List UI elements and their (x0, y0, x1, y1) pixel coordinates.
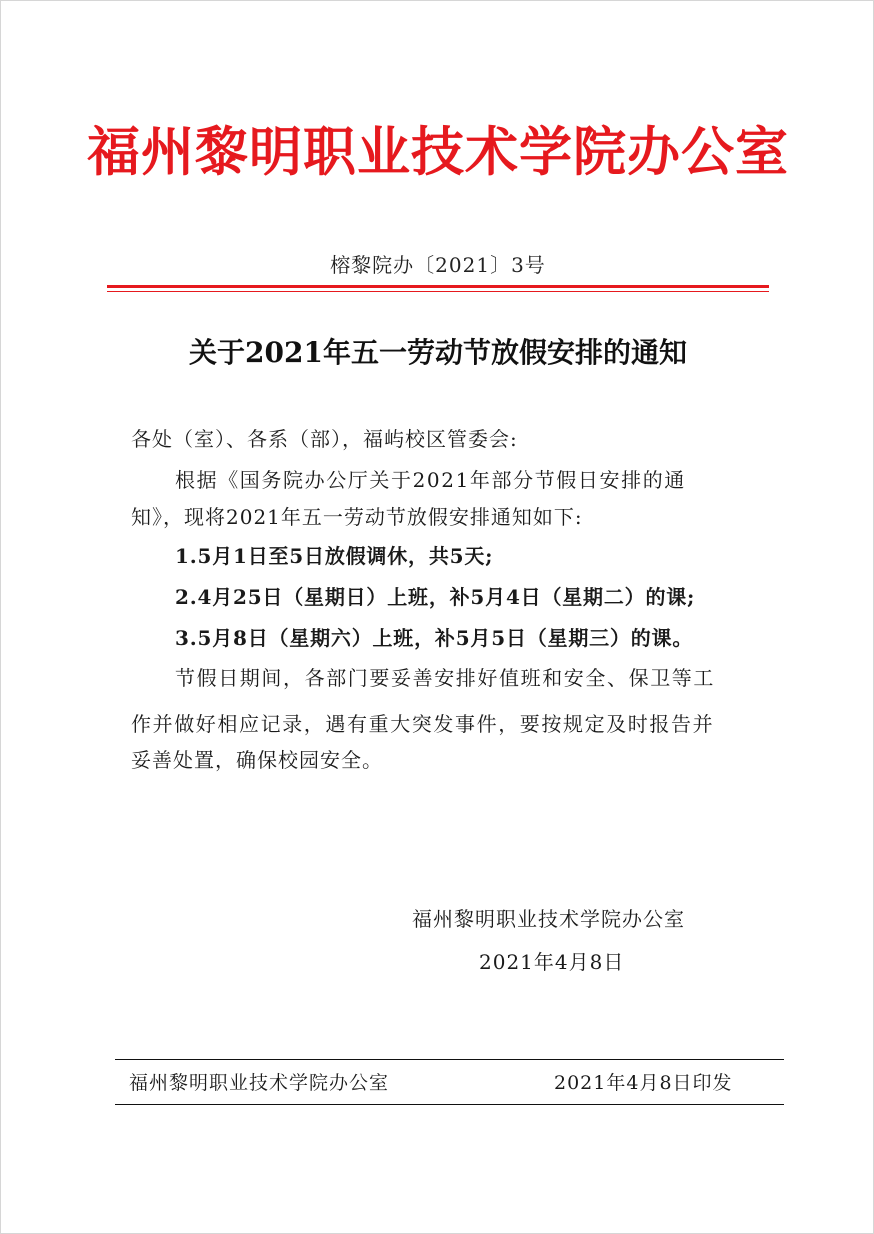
issuing-office-header: 福州黎明职业技术学院办公室 (87, 121, 789, 183)
paragraph-2-line-1: 节假日期间，各部门要妥善安排好值班和安全、保卫等工 (175, 666, 715, 690)
document-number: 榕黎院办〔2021〕3号 (330, 253, 546, 277)
arrangement-item-2: 2.4月25日（星期日）上班，补5月4日（星期二）的课; (175, 585, 696, 609)
footer-rule-top (115, 1059, 784, 1060)
paragraph-1-line-1: 根据《国务院办公厅关于2021年部分节假日安排的通 (175, 468, 686, 492)
paragraph-2-line-3: 妥善处置，确保校园安全。 (131, 748, 383, 772)
header-divider-thin (107, 291, 769, 292)
header-divider-thick (107, 285, 769, 288)
paragraph-2-line-2: 作并做好相应记录，遇有重大突发事件，要按规定及时报告并 (131, 712, 715, 736)
notice-title: 关于2021年五一劳动节放假安排的通知 (189, 336, 687, 369)
salutation: 各处（室）、各系（部），福屿校区管委会: (131, 427, 518, 451)
arrangement-item-3: 3.5月8日（星期六）上班，补5月5日（星期三）的课。 (175, 626, 694, 650)
signature-organization: 福州黎明职业技术学院办公室 (412, 907, 685, 931)
footer-organization: 福州黎明职业技术学院办公室 (129, 1072, 390, 1094)
footer-rule-bottom (115, 1104, 784, 1105)
arrangement-item-1: 1.5月1日至5日放假调休，共5天; (175, 544, 494, 568)
footer-issue-date: 2021年4月8日印发 (554, 1072, 733, 1094)
paragraph-1-line-2: 知》，现将2021年五一劳动节放假安排通知如下: (131, 505, 583, 529)
signature-date: 2021年4月8日 (479, 950, 625, 974)
